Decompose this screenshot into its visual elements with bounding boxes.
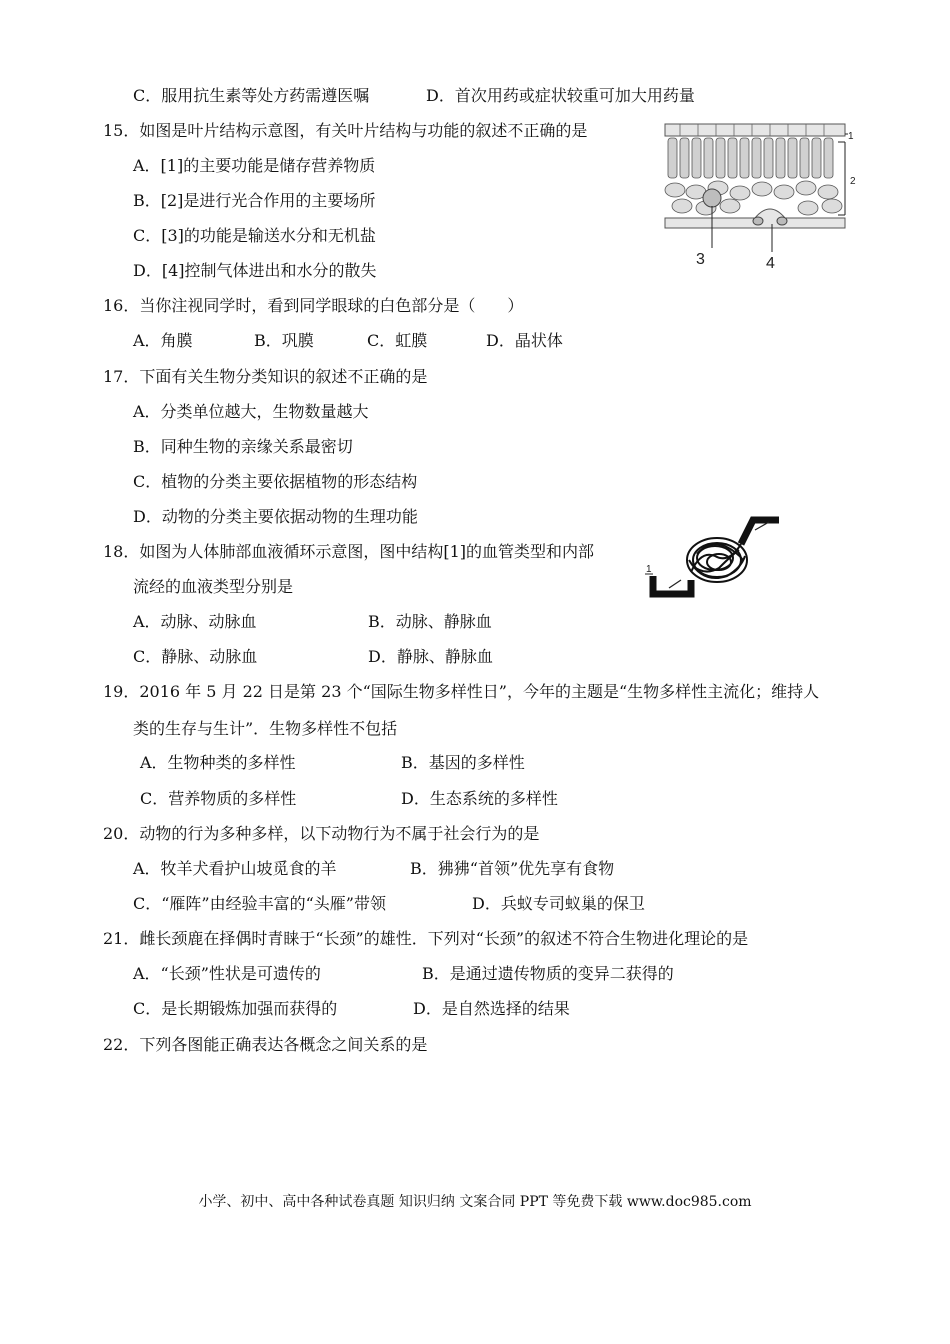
question-21-option-b: B．是通过遗传物质的变异二获得的 xyxy=(422,964,674,983)
question-16-option-a: A．角膜 xyxy=(133,331,193,350)
question-20-option-c: C．“雁阵”由经验丰富的“头雁”带领 xyxy=(133,894,386,913)
vessel-label-1: 1 xyxy=(646,564,652,575)
question-17-option-d: D．动物的分类主要依据动物的生理功能 xyxy=(133,507,418,526)
leaf-label-1: 1 xyxy=(848,131,854,142)
question-20-option-b: B．狒狒“首领”优先享有食物 xyxy=(410,859,615,878)
page-footer: 小学、初中、高中各种试卷真题 知识归纳 文案合同 PPT 等免费下载 www.doc985.com xyxy=(198,1194,752,1210)
lung-circulation-figure xyxy=(645,510,790,605)
question-15-stem: 15．如图是叶片结构示意图，有关叶片结构与功能的叙述不正确的是 xyxy=(103,121,588,140)
question-21-option-c: C．是长期锻炼加强而获得的 xyxy=(133,999,338,1018)
question-15-option-b: B．[2]是进行光合作用的主要场所 xyxy=(133,191,376,210)
leaf-label-3: 3 xyxy=(696,251,705,268)
question-15-option-a: A．[1]的主要功能是储存营养物质 xyxy=(133,156,376,175)
question-21-option-d: D．是自然选择的结果 xyxy=(413,999,570,1018)
question-20-stem: 20．动物的行为多种多样，以下动物行为不属于社会行为的是 xyxy=(103,824,540,843)
option-c: C．服用抗生素等处方药需遵医嘱 xyxy=(133,86,370,105)
leaf-label-4: 4 xyxy=(766,255,775,270)
question-19-option-b: B．基因的多样性 xyxy=(401,753,525,772)
question-15-option-d: D．[4]控制气体进出和水分的散失 xyxy=(133,261,377,280)
question-19-stem: 19．2016 年 5 月 22 日是第 23 个“国际生物多样性日”，今年的主题是“生物多样性主流化；维持人 xyxy=(103,682,820,701)
question-18-option-b: B．动脉、静脉血 xyxy=(368,612,492,631)
question-16-option-d: D．晶状体 xyxy=(486,331,563,350)
question-17-option-c: C．植物的分类主要依据植物的形态结构 xyxy=(133,472,418,491)
question-18-option-a: A．动脉、动脉血 xyxy=(133,612,257,631)
leaf-structure-figure xyxy=(660,120,865,270)
question-18-stem-continued: 流经的血液类型分别是 xyxy=(133,577,294,596)
question-19-stem-continued: 类的生存与生计”．生物多样性不包括 xyxy=(133,719,398,738)
question-17-option-a: A．分类单位越大，生物数量越大 xyxy=(133,402,369,421)
question-22-stem: 22．下列各图能正确表达各概念之间关系的是 xyxy=(103,1035,428,1054)
question-16-option-b: B．巩膜 xyxy=(254,331,314,350)
question-18-stem: 18．如图为人体肺部血液循环示意图，图中结构[1]的血管类型和内部 xyxy=(103,542,595,561)
option-d: D．首次用药或症状较重可加大用药量 xyxy=(426,86,695,105)
question-18-option-c: C．静脉、动脉血 xyxy=(133,647,258,666)
question-17-option-b: B．同种生物的亲缘关系最密切 xyxy=(133,437,353,456)
question-17-stem: 17．下面有关生物分类知识的叙述不正确的是 xyxy=(103,367,428,386)
question-16-option-c: C．虹膜 xyxy=(367,331,428,350)
question-20-option-d: D．兵蚁专司蚁巢的保卫 xyxy=(472,894,645,913)
question-20-option-a: A．牧羊犬看护山坡觅食的羊 xyxy=(133,859,337,878)
question-15-option-c: C．[3]的功能是输送水分和无机盐 xyxy=(133,226,376,245)
leaf-label-2: 2 xyxy=(850,176,856,187)
question-16-stem: 16．当你注视同学时，看到同学眼球的白色部分是（ ） xyxy=(103,296,524,315)
question-21-option-a: A．“长颈”性状是可遗传的 xyxy=(133,964,321,983)
question-19-option-a: A．生物种类的多样性 xyxy=(140,753,296,772)
question-21-stem: 21．雌长颈鹿在择偶时青睐于“长颈”的雄性．下列对“长颈”的叙述不符合生物进化理论的是 xyxy=(103,929,749,948)
question-19-option-d: D．生态系统的多样性 xyxy=(401,789,558,808)
question-18-option-d: D．静脉、静脉血 xyxy=(368,647,493,666)
question-19-option-c: C．营养物质的多样性 xyxy=(140,789,297,808)
